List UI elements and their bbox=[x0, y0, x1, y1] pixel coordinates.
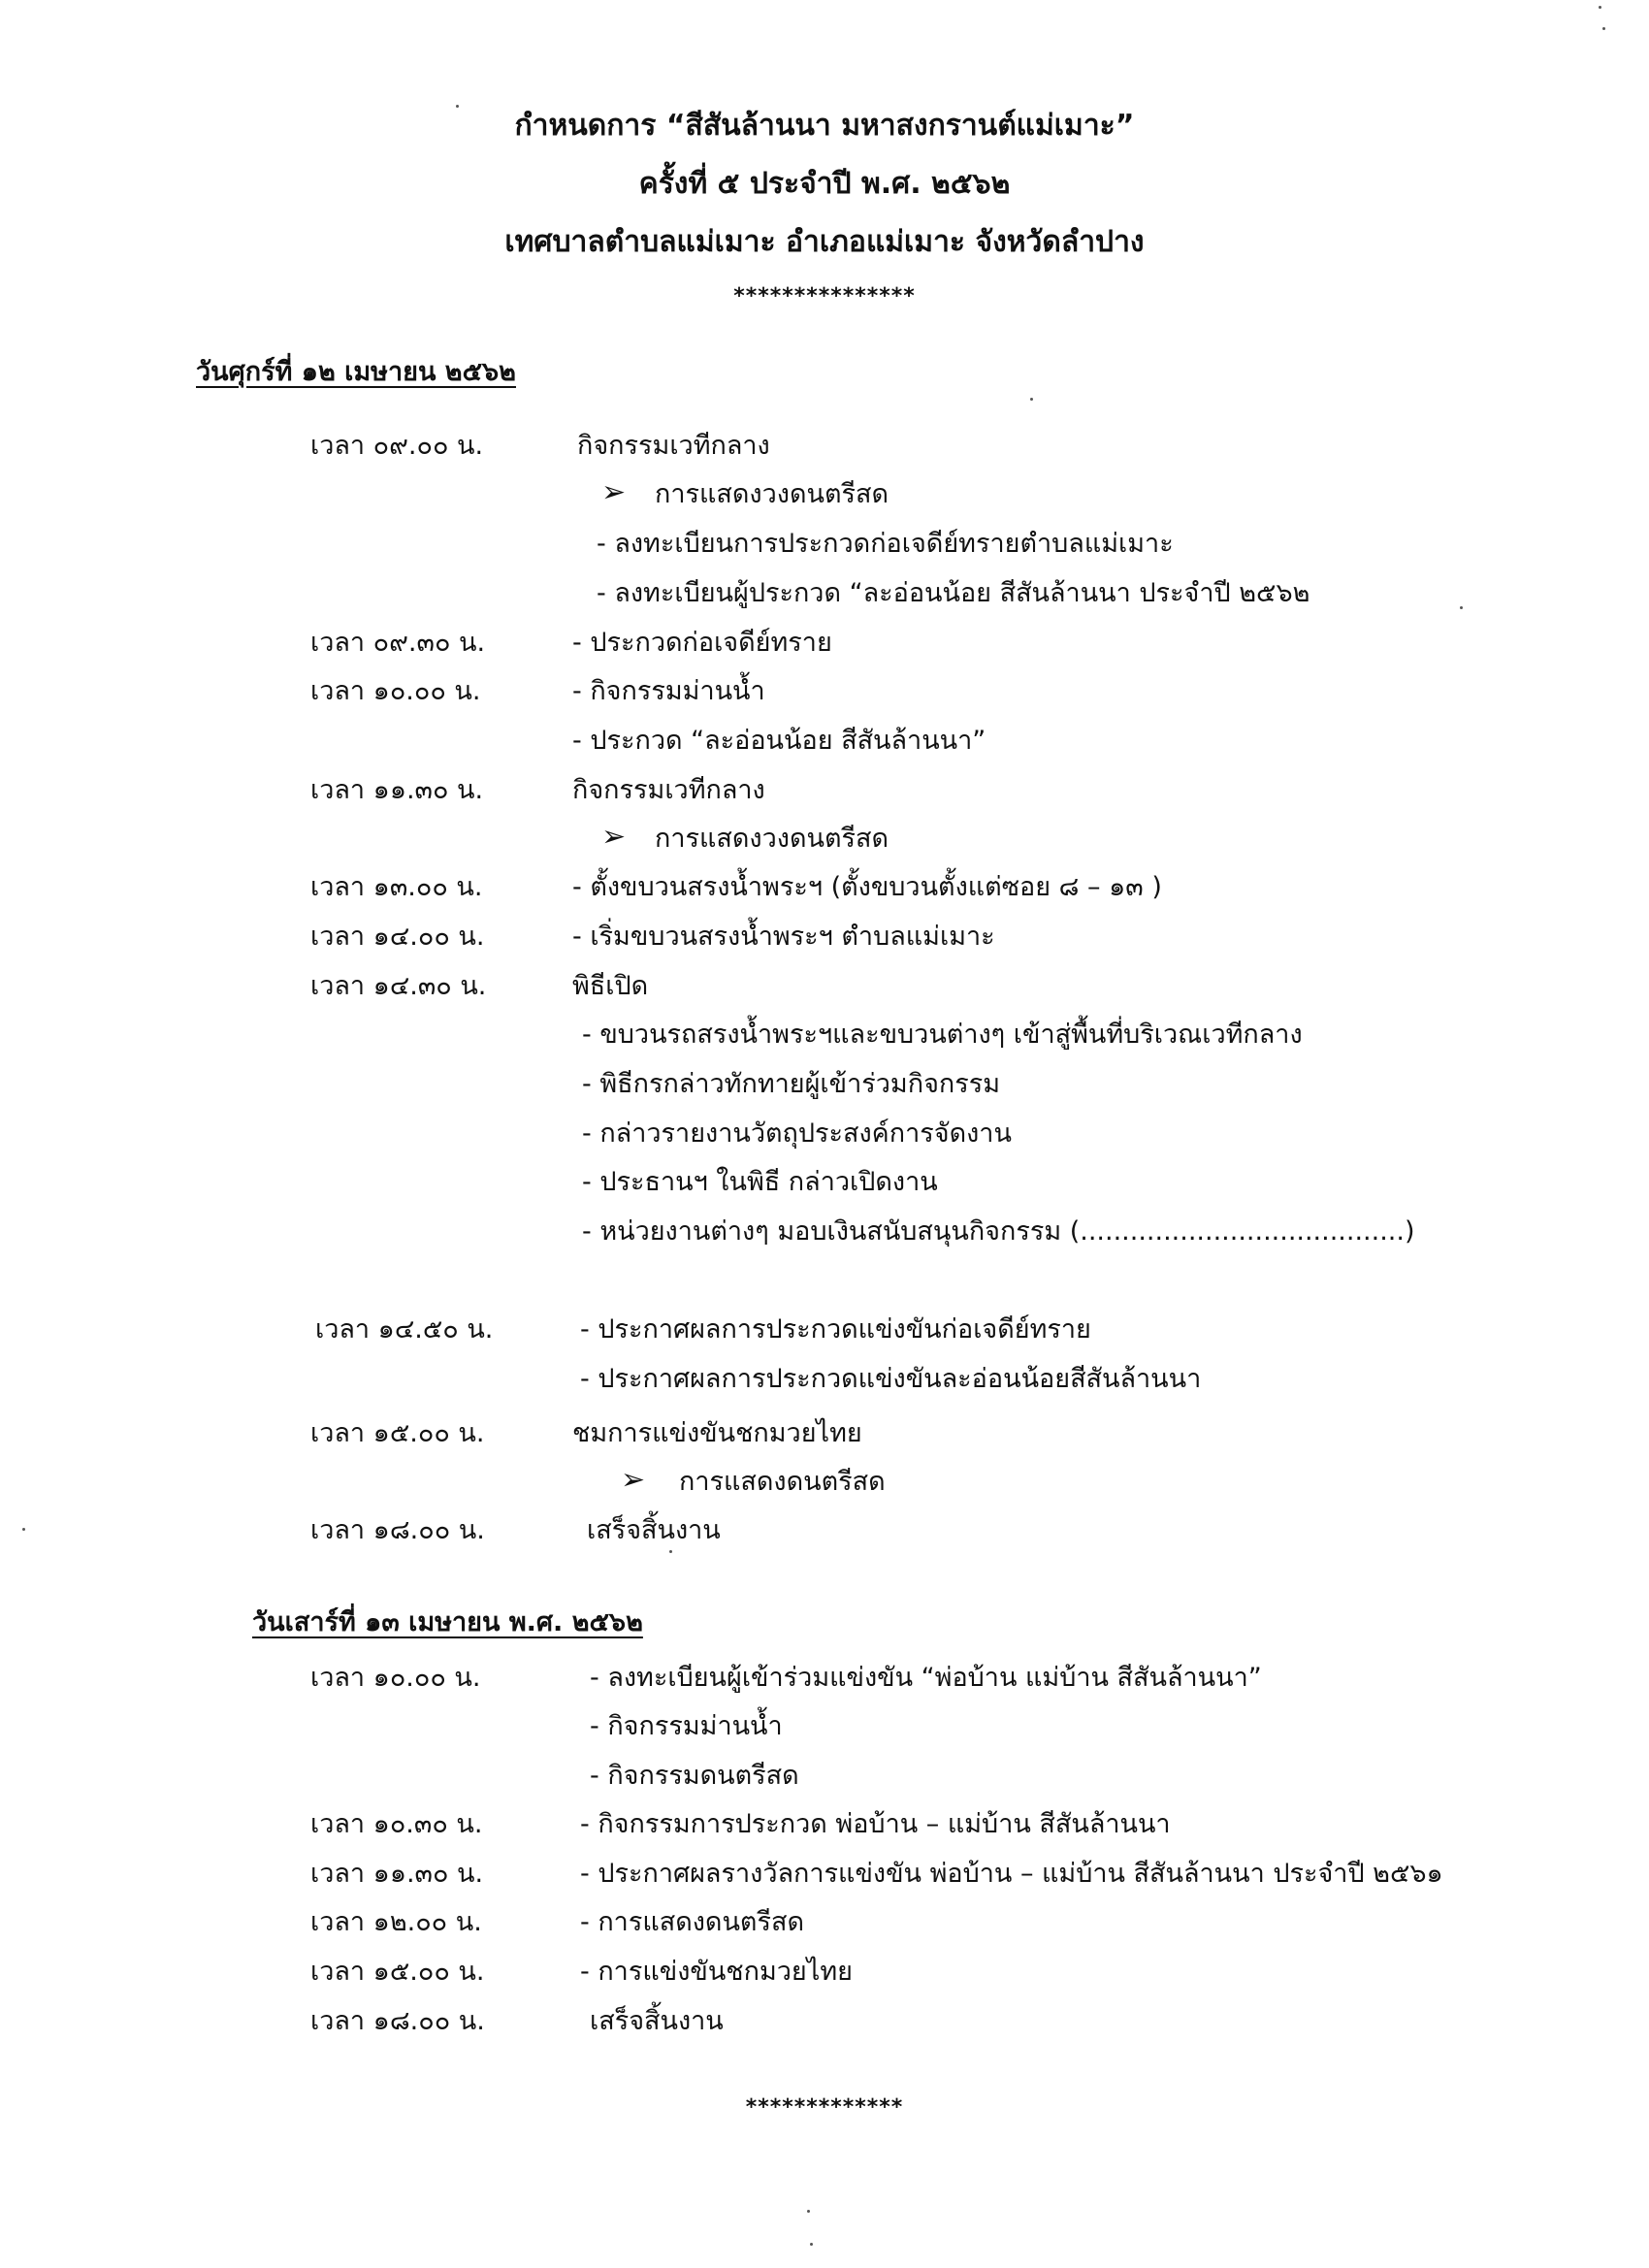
schedule-item: - การแสดงดนตรีสด bbox=[580, 1907, 804, 1937]
schedule-item: - ตั้งขบวนสรงน้ำพระฯ (ตั้งขบวนตั้งแต่ซอย ๘ – ๑๓ ) bbox=[572, 872, 1162, 902]
schedule-time: เวลา ๑๘.๐๐ น. bbox=[310, 1515, 485, 1545]
schedule-item: - กล่าวรายงานวัตถุประสงค์การจัดงาน bbox=[582, 1118, 1012, 1149]
schedule-time: เวลา ๑๐.๐๐ น. bbox=[310, 1663, 481, 1693]
schedule-item: พิธีเปิด bbox=[572, 971, 649, 1001]
day1-heading: วันศุกร์ที่ ๑๒ เมษายน ๒๕๖๒ bbox=[196, 357, 516, 387]
schedule-item: - ลงทะเบียนการประกวดก่อเจดีย์ทรายตำบลแม่เมาะ bbox=[597, 529, 1174, 559]
schedule-item: การแสดงวงดนตรีสด bbox=[655, 479, 889, 509]
schedule-item: - เริ่มขบวนสรงน้ำพระฯ ตำบลแม่เมาะ bbox=[572, 922, 995, 952]
schedule-item: - การแข่งขันชกมวยไทย bbox=[580, 1957, 853, 1987]
schedule-item: - ประกวดก่อเจดีย์ทราย bbox=[572, 628, 832, 658]
schedule-item: - ประกาศผลรางวัลการแข่งขัน พ่อบ้าน – แม่บ้าน สีสันล้านนา ประจำปี ๒๕๖๑ bbox=[580, 1859, 1443, 1889]
scan-speck bbox=[1460, 606, 1463, 609]
schedule-item: - หน่วยงานต่างๆ มอบเงินสนับสนุนกิจกรรม (.......................................) bbox=[582, 1216, 1415, 1247]
schedule-item: - กิจกรรมม่านน้ำ bbox=[590, 1711, 783, 1741]
document-organizer: เทศบาลตำบลแม่เมาะ อำเภอแม่เมาะ จังหวัดลำปาง bbox=[504, 225, 1145, 259]
scan-speck bbox=[1030, 398, 1033, 401]
schedule-item: กิจกรรมเวทีกลาง bbox=[572, 775, 765, 805]
scan-speck bbox=[22, 1528, 25, 1531]
schedule-item: เสร็จสิ้นงาน bbox=[590, 2006, 724, 2036]
schedule-item: - ประกาศผลการประกวดแข่งขันก่อเจดีย์ทราย bbox=[580, 1314, 1091, 1345]
schedule-item: - ประกาศผลการประกวดแข่งขันละอ่อนน้อยสีสันล้านนา bbox=[580, 1364, 1202, 1394]
schedule-time: เวลา ๑๑.๓๐ น. bbox=[310, 775, 484, 805]
arrow-bullet-icon: ➢ bbox=[621, 1463, 646, 1497]
schedule-time: เวลา ๑๔.๕๐ น. bbox=[315, 1314, 494, 1345]
arrow-bullet-icon: ➢ bbox=[601, 475, 627, 509]
schedule-item: ชมการแข่งขันชกมวยไทย bbox=[572, 1418, 862, 1448]
day2-heading: วันเสาร์ที่ ๑๓ เมษายน พ.ศ. ๒๕๖๒ bbox=[252, 1607, 643, 1637]
scan-speck bbox=[669, 1550, 672, 1553]
schedule-item: การแสดงวงดนตรีสด bbox=[655, 824, 889, 854]
schedule-time: เวลา ๑๘.๐๐ น. bbox=[310, 2006, 485, 2036]
schedule-item: - ขบวนรถสรงน้ำพระฯและขบวนต่างๆ เข้าสู่พื้นที่บริเวณเวทีกลาง bbox=[582, 1020, 1303, 1050]
schedule-item: - ประธานฯ ในพิธี กล่าวเปิดงาน bbox=[582, 1167, 938, 1197]
schedule-item: - กิจกรรมการประกวด พ่อบ้าน – แม่บ้าน สีสันล้านนา bbox=[580, 1809, 1171, 1839]
schedule-item: - ประกวด “ละอ่อนน้อย สีสันล้านนา” bbox=[572, 726, 986, 756]
schedule-item: - ลงทะเบียนผู้เข้าร่วมแข่งขัน “พ่อบ้าน แม่บ้าน สีสันล้านนา” bbox=[590, 1663, 1262, 1693]
schedule-time: เวลา ๑๐.๐๐ น. bbox=[310, 676, 481, 706]
schedule-item: กิจกรรมเวทีกลาง bbox=[577, 431, 770, 461]
schedule-item: - กิจกรรมม่านน้ำ bbox=[572, 676, 765, 706]
schedule-item: - กิจกรรมดนตรีสด bbox=[590, 1761, 799, 1791]
scan-speck bbox=[807, 2210, 810, 2213]
separator-stars-top: *************** bbox=[733, 284, 916, 308]
schedule-time: เวลา ๑๐.๓๐ น. bbox=[310, 1809, 483, 1839]
schedule-item: เสร็จสิ้นงาน bbox=[587, 1515, 721, 1545]
document-title: กำหนดการ “สีสันล้านนา มหาสงกรานต์แม่เมาะ” bbox=[514, 109, 1135, 143]
schedule-time: เวลา ๑๑.๓๐ น. bbox=[310, 1859, 484, 1889]
arrow-bullet-icon: ➢ bbox=[601, 820, 627, 854]
schedule-time: เวลา ๑๕.๐๐ น. bbox=[310, 1418, 485, 1448]
schedule-time: เวลา ๑๔.๓๐ น. bbox=[310, 971, 487, 1001]
scan-speck bbox=[1599, 6, 1601, 9]
separator-stars-bottom: ************* bbox=[745, 2095, 904, 2120]
schedule-time: เวลา ๑๒.๐๐ น. bbox=[310, 1907, 482, 1937]
scan-speck bbox=[456, 105, 459, 108]
scan-speck bbox=[810, 2243, 813, 2246]
schedule-time: เวลา ๑๓.๐๐ น. bbox=[310, 872, 483, 902]
schedule-time: เวลา ๐๙.๐๐ น. bbox=[310, 431, 484, 461]
schedule-time: เวลา ๑๕.๐๐ น. bbox=[310, 1957, 485, 1987]
schedule-item: - พิธีกรกล่าวทักทายผู้เข้าร่วมกิจกรรม bbox=[582, 1069, 1001, 1099]
schedule-item: การแสดงดนตรีสด bbox=[679, 1467, 886, 1497]
scan-speck bbox=[1602, 27, 1605, 30]
schedule-item: - ลงทะเบียนผู้ประกวด “ละอ่อนน้อย สีสันล้านนา ประจำปี ๒๕๖๒ bbox=[597, 578, 1310, 608]
schedule-time: เวลา ๑๔.๐๐ น. bbox=[310, 922, 485, 952]
schedule-time: เวลา ๐๙.๓๐ น. bbox=[310, 628, 486, 658]
document-edition: ครั้งที่ ๕ ประจำปี พ.ศ. ๒๕๖๒ bbox=[638, 167, 1011, 201]
